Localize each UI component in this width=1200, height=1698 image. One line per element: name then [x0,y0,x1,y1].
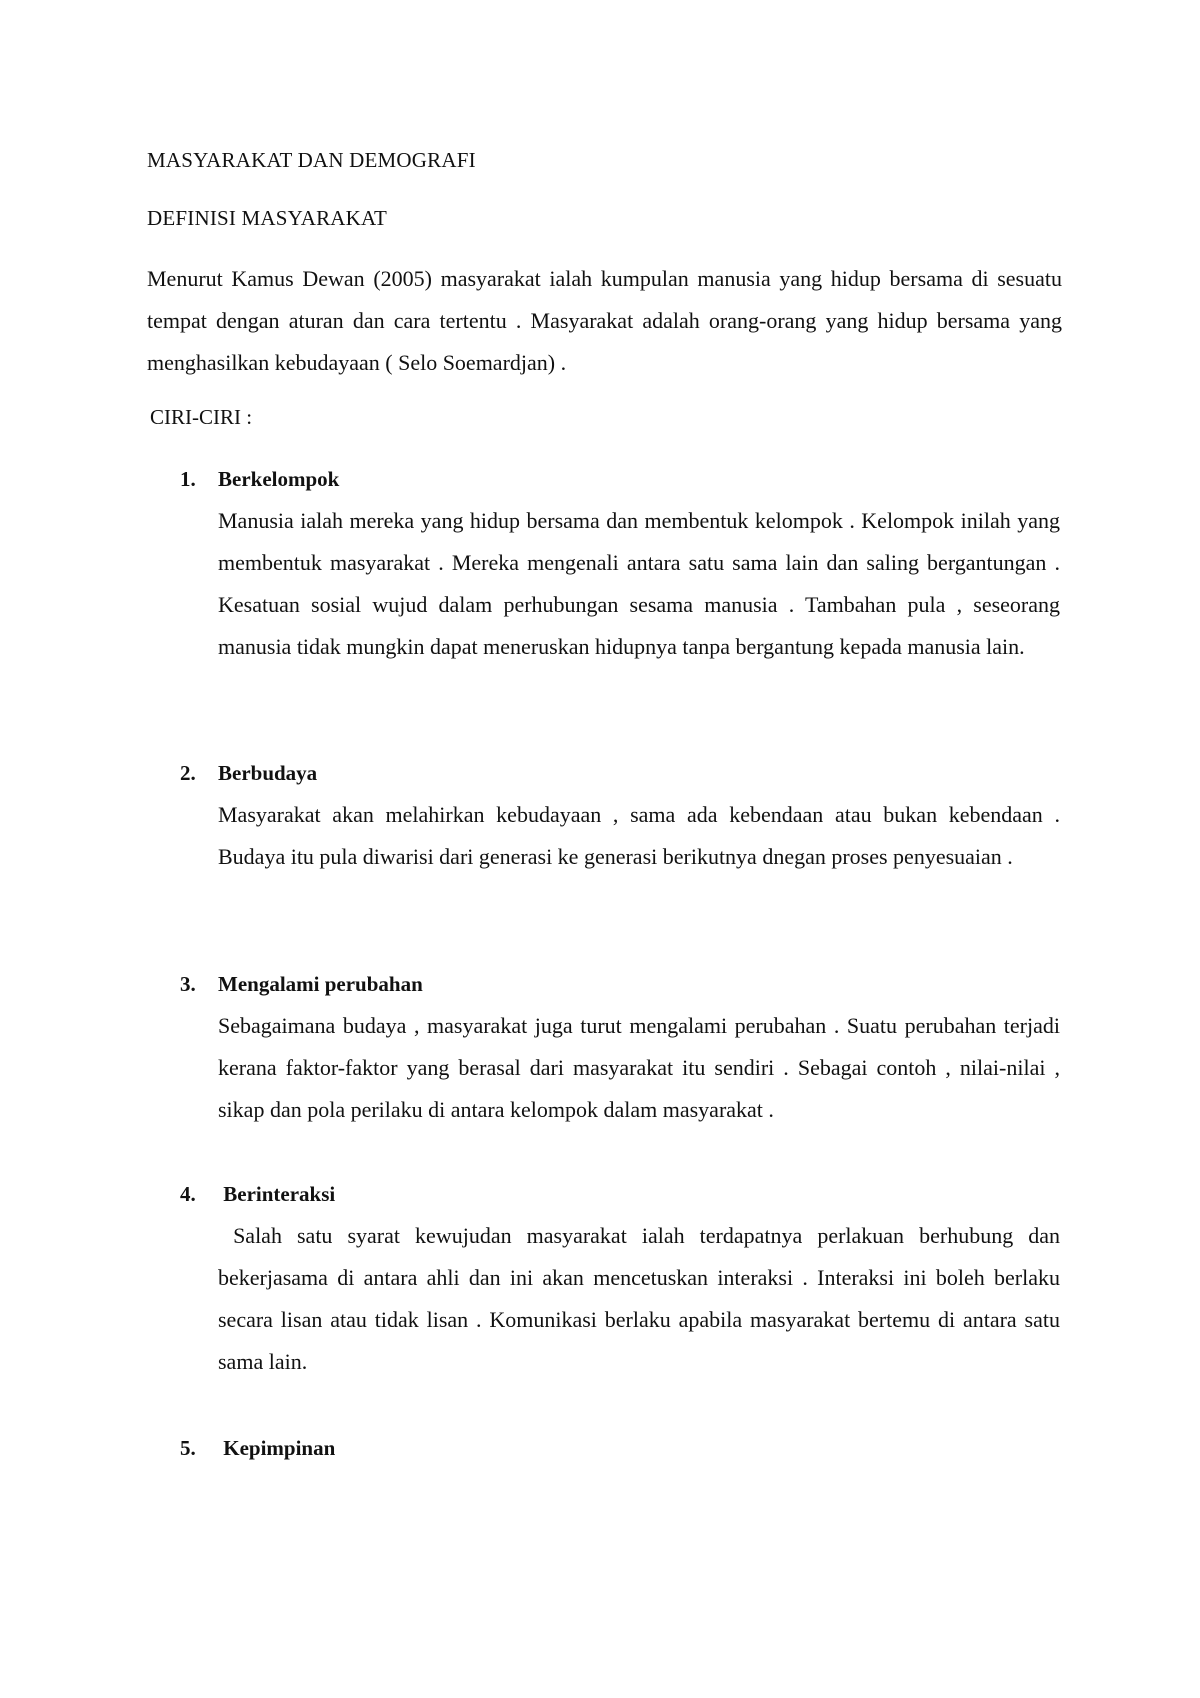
list-item-title: Kepimpinan [218,1436,336,1460]
section-heading-definisi: DEFINISI MASYARAKAT [147,206,388,230]
list-item-body: Salah satu syarat kewujudan masyarakat ialah terdapatnya perlakuan berhubung dan bekerjasama di antara ahli dan ini akan mencetuskan interaksi . Interaksi ini boleh berlaku secara lisan atau tidak lisan . Komunikasi berlaku apabila masyarakat bertemu di antara satu sama lain. [218,1223,1066,1374]
list-item-title: Berbudaya [218,761,318,785]
list-item-title: Mengalami perubahan [218,972,423,996]
list-item-body: Manusia ialah mereka yang hidup bersama dan membentuk kelompok . Kelompok inilah yang membentuk masyarakat . Mereka mengenali antara satu sama lain dan saling bergantungan . Kesatuan sosial wujud dalam perhubungan sesama manusia . Tambahan pula , seseorang manusia tidak mungkin dapat meneruskan hidupnya tanpa bergantung kepada manusia lain. [218,508,1060,659]
intro-paragraph: Menurut Kamus Dewan (2005) masyarakat ialah kumpulan manusia yang hidup bersama di sesuatu tempat dengan aturan dan cara tertentu . Masyarakat adalah orang-orang yang hidup bersama yang menghasilkan kebudayaan ( Selo Soemardjan) . [147,266,1062,375]
document-title: MASYARAKAT DAN DEMOGRAFI [147,148,476,172]
list-item-heading [180,963,1060,1005]
list-item-number: 1. [180,467,196,491]
list-item-berinteraksi [180,1173,1066,1383]
list-item-heading [180,1173,1060,1215]
list-item-heading [180,458,1060,500]
list-item-berbudaya [180,752,1060,878]
list-item-body: Masyarakat akan melahirkan kebudayaan , sama ada kebendaan atau bukan kebendaan . Budaya itu pula diwarisi dari generasi ke generasi berikutnya dnegan proses penyesuaian . [218,802,1060,869]
list-item-mengalami-perubahan [180,963,1060,1131]
list-item-title: Berinteraksi [218,1182,336,1206]
list-item-berkelompok [180,458,1060,668]
ciri-ciri-heading: CIRI-CIRI : [150,405,253,429]
list-item-number: 2. [180,761,196,785]
list-item-number: 4. [180,1182,196,1206]
list-item-kepimpinan [180,1427,1060,1469]
list-item-title: Berkelompok [218,467,340,491]
list-item-heading [180,1427,1060,1469]
list-item-body: Sebagaimana budaya , masyarakat juga turut mengalami perubahan . Suatu perubahan terjadi kerana faktor-faktor yang berasal dari masyarakat itu sendiri . Sebagai contoh , nilai-nilai , sikap dan pola perilaku di antara kelompok dalam masyarakat . [218,1013,1060,1122]
list-item-number: 3. [180,972,196,996]
list-item-heading [180,752,1060,794]
list-item-number: 5. [180,1436,196,1460]
